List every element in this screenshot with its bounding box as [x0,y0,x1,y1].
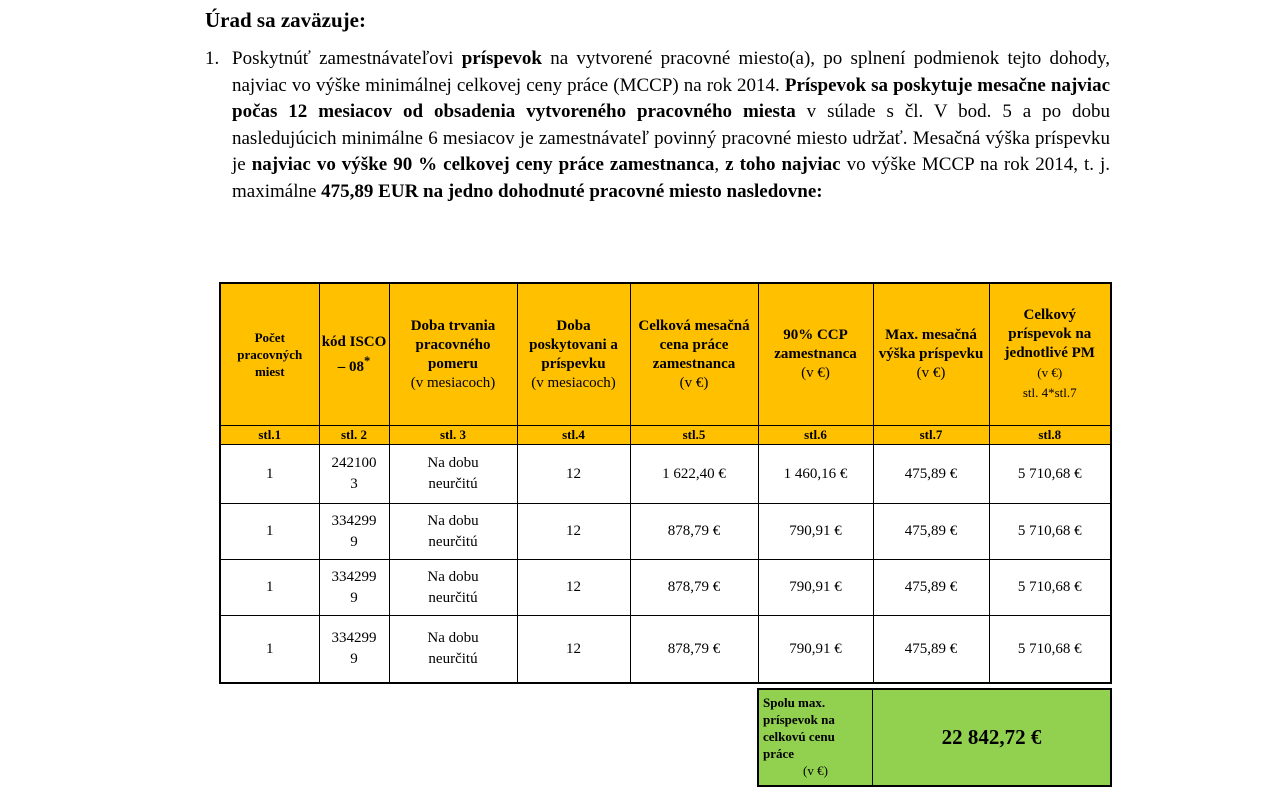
cell-isco: 242100 3 [319,445,389,504]
paragraph-1 [205,46,1110,206]
cell-duration: Na dobu neurčitú [389,445,517,504]
cell-isco: 334299 9 [319,616,389,684]
header-count: Počet pracovných miest [220,283,319,426]
cell-ccp: 878,79 € [630,504,758,560]
cell-count: 1 [220,504,319,560]
table-row [220,504,1111,560]
cell-ccp90: 1 460,16 € [758,445,873,504]
cell-months: 12 [517,504,630,560]
para-part: , [714,154,726,176]
cell-months: 12 [517,445,630,504]
para-part-bold: Príspevok sa poskytuje mesačne najviac počas 12 mesiacov od obsadenia vytvoreného pracovného miesta [232,74,1110,123]
cell-count: 1 [220,445,319,504]
stl-label: stl. 3 [389,426,517,445]
table-row [220,445,1111,504]
total-label: Spolu max. príspevok na celkovú cenu práce (v €) [759,690,873,785]
stl-label: stl.5 [630,426,758,445]
paragraph-text [232,46,1110,206]
header-total-labour-cost: Celková mesačná cena práce zamestnanca (v €) [630,283,758,426]
para-part-bold: 475,89 EUR na jedno dohodnuté pracovné miesto nasledovne: [321,180,823,202]
para-part-bold: príspevok [461,48,542,69]
stl-label: stl.6 [758,426,873,445]
total-summary [757,688,1112,787]
stl-label: stl. 2 [319,426,389,445]
cell-ccp90: 790,91 € [758,560,873,616]
total-unit: (v €) [803,763,828,778]
cell-count: 1 [220,560,319,616]
para-part-bold: najviac vo výške 90 % celkovej ceny práce zamestnanca [251,154,715,176]
header-total-contribution: Celkový príspevok na jednotlivé PM (v €) stl. 4*stl.7 [989,283,1111,426]
cell-duration: Na dobu neurčitú [389,616,517,684]
cell-months: 12 [517,616,630,684]
cell-total: 5 710,68 € [989,504,1111,560]
cell-months: 12 [517,560,630,616]
cell-isco: 334299 9 [319,560,389,616]
table-row [220,616,1111,684]
column-index-row [220,426,1111,445]
cell-ccp: 878,79 € [630,616,758,684]
para-part: Poskytnúť zamestnávateľovi [232,48,462,69]
header-max-monthly: Max. mesačná výška príspevku (v €) [873,283,989,426]
stl-label: stl.8 [989,426,1111,445]
header-isco: kód ISCO – 08* [319,283,389,426]
cell-ccp90: 790,91 € [758,616,873,684]
cell-ccp: 1 622,40 € [630,445,758,504]
cell-duration: Na dobu neurčitú [389,560,517,616]
stl-label: stl.7 [873,426,989,445]
cell-max: 475,89 € [873,616,989,684]
cell-total: 5 710,68 € [989,445,1111,504]
cell-ccp: 878,79 € [630,560,758,616]
header-90-ccp: 90% CCP zamestnanca (v €) [758,283,873,426]
header-duration: Doba trvania pracovného pomeru (v mesiacoch) [389,283,517,426]
cell-total: 5 710,68 € [989,616,1111,684]
header-contribution-period: Doba poskytovani a príspevku (v mesiacoch) [517,283,630,426]
contribution-table [219,282,1112,684]
section-heading: Úrad sa zaväzuje: [205,8,366,32]
table-header-row [220,283,1111,426]
cell-duration: Na dobu neurčitú [389,504,517,560]
stl-label: stl.1 [220,426,319,445]
para-part: na vytvorené pracovné miesto(a), po splnení podmienok tejto dohody, najviac vo výške minimálnej celkovej ceny práce (MCCP) na rok 2014. [232,48,1111,96]
para-part: v súlade s čl. V bod. 5 a po dobu nasledujúcich minimálne 6 mesiacov je zamestnávateľ povinný pracovné miesto udržať. Mesačná výška príspevku je [232,101,1111,176]
para-part: vo výške MCCP na rok 2014, t. j. maximálne [232,154,1111,202]
stl-label: stl.4 [517,426,630,445]
cell-count: 1 [220,616,319,684]
para-part-bold: z toho najviac [725,154,841,176]
cell-isco: 334299 9 [319,504,389,560]
cell-max: 475,89 € [873,560,989,616]
cell-max: 475,89 € [873,445,989,504]
table-row [220,560,1111,616]
cell-ccp90: 790,91 € [758,504,873,560]
total-value: 22 842,72 € [941,725,1042,749]
cell-total: 5 710,68 € [989,560,1111,616]
cell-max: 475,89 € [873,504,989,560]
paragraph-number: 1. [205,48,220,69]
